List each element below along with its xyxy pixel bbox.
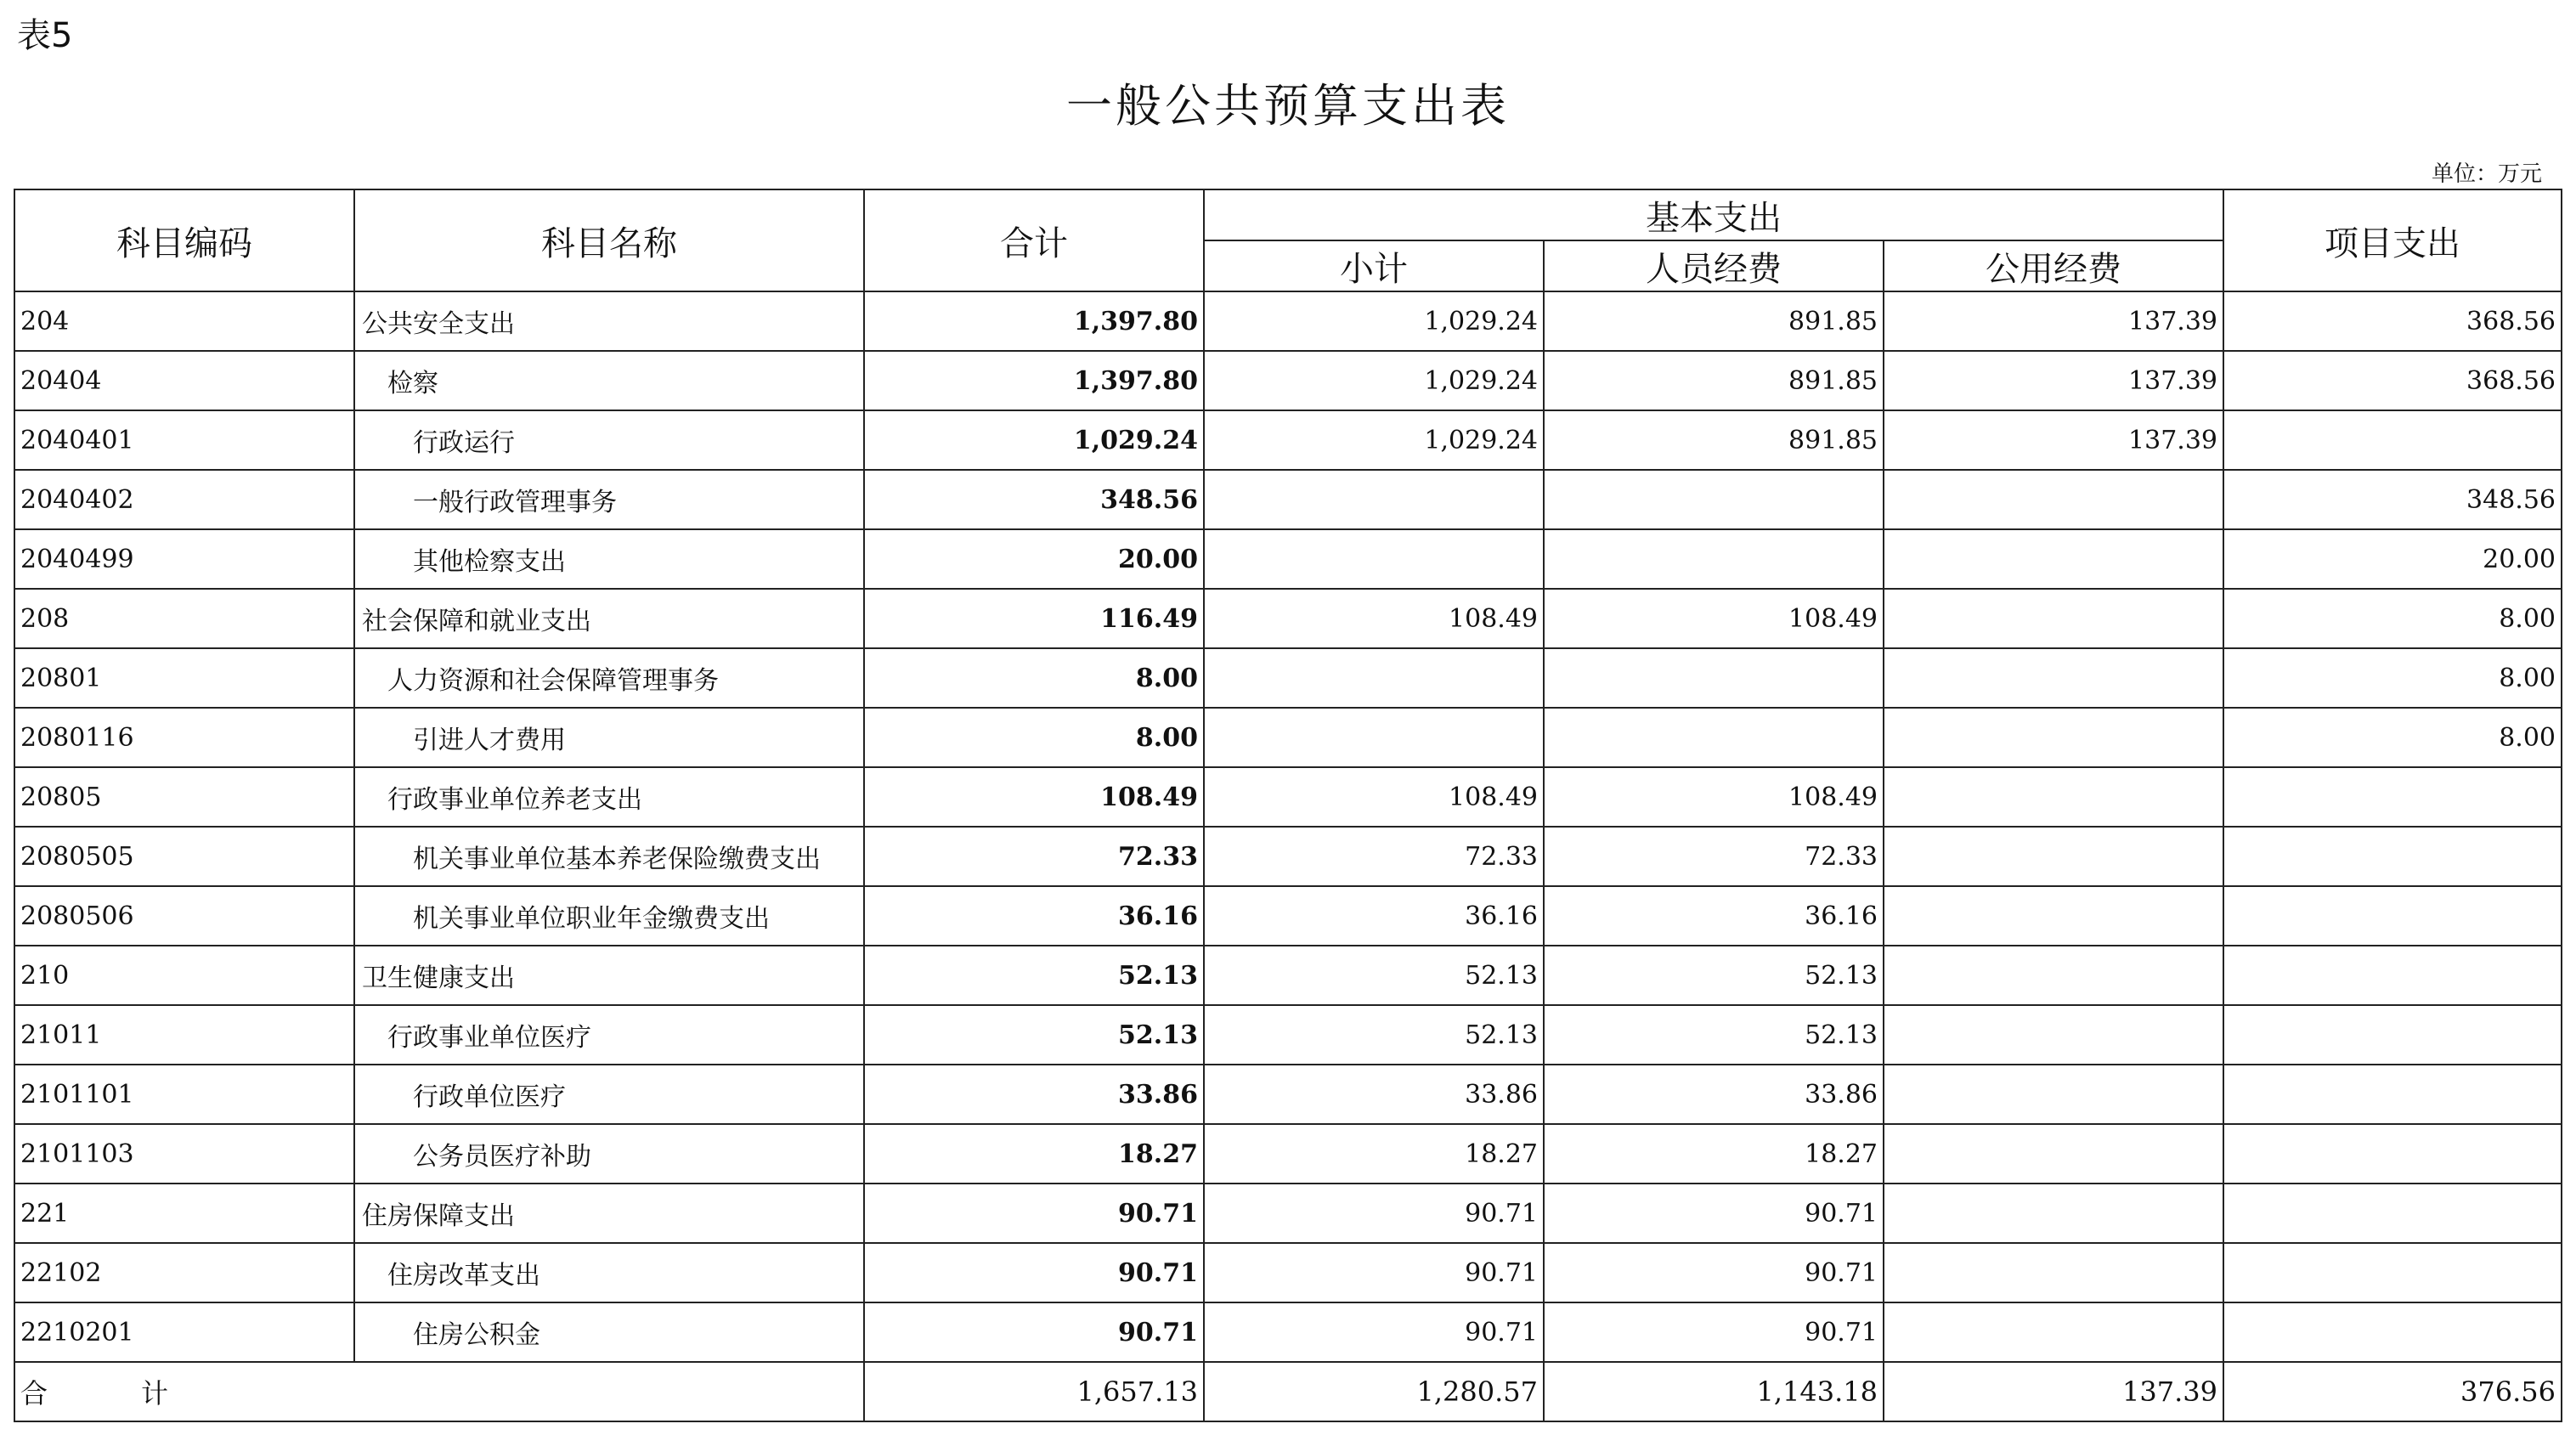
total-label-right: 计 [141, 1377, 169, 1410]
cell-public [1884, 589, 2223, 648]
cell-personnel: 1,143.18 [1544, 1362, 1884, 1421]
cell-project [2223, 886, 2562, 946]
cell-personnel: 891.85 [1544, 291, 1884, 351]
cell-name: 机关事业单位职业年金缴费支出 [354, 886, 864, 946]
cell-total: 8.00 [864, 648, 1204, 708]
total-row [14, 1362, 2562, 1421]
cell-subtotal: 90.71 [1204, 1243, 1544, 1302]
col-header-basic: 基本支出 [1204, 189, 2223, 240]
cell-code: 204 [14, 291, 354, 351]
cell-public [1884, 767, 2223, 827]
cell-subtotal: 1,029.24 [1204, 291, 1544, 351]
table-row [14, 351, 2562, 410]
cell-subtotal [1204, 470, 1544, 529]
cell-total: 72.33 [864, 827, 1204, 886]
cell-name: 卫生健康支出 [354, 946, 864, 1005]
cell-total: 1,657.13 [864, 1362, 1204, 1421]
cell-total: 33.86 [864, 1065, 1204, 1124]
cell-project [2223, 827, 2562, 886]
cell-personnel [1544, 529, 1884, 589]
table-row [14, 827, 2562, 886]
cell-subtotal: 1,280.57 [1204, 1362, 1544, 1421]
cell-code: 2080506 [14, 886, 354, 946]
cell-total: 90.71 [864, 1302, 1204, 1362]
cell-project [2223, 410, 2562, 470]
col-header-total: 合计 [864, 189, 1204, 291]
cell-project [2223, 1005, 2562, 1065]
cell-subtotal: 90.71 [1204, 1302, 1544, 1362]
table-row [14, 291, 2562, 351]
cell-personnel: 90.71 [1544, 1302, 1884, 1362]
cell-subtotal: 52.13 [1204, 1005, 1544, 1065]
cell-subtotal: 18.27 [1204, 1124, 1544, 1184]
cell-total: 1,397.80 [864, 351, 1204, 410]
table-row [14, 470, 2562, 529]
cell-subtotal [1204, 708, 1544, 767]
cell-project: 348.56 [2223, 470, 2562, 529]
cell-subtotal: 36.16 [1204, 886, 1544, 946]
cell-public [1884, 886, 2223, 946]
cell-public [1884, 1243, 2223, 1302]
cell-code: 2080505 [14, 827, 354, 886]
table-number: 表5 [17, 16, 73, 55]
header-row-1 [14, 189, 2562, 240]
cell-personnel: 33.86 [1544, 1065, 1884, 1124]
cell-code: 20404 [14, 351, 354, 410]
cell-total: 90.71 [864, 1243, 1204, 1302]
cell-personnel [1544, 648, 1884, 708]
cell-code: 221 [14, 1184, 354, 1243]
cell-name: 行政事业单位养老支出 [354, 767, 864, 827]
cell-total: 20.00 [864, 529, 1204, 589]
cell-project [2223, 1243, 2562, 1302]
cell-personnel: 52.13 [1544, 946, 1884, 1005]
cell-total: 18.27 [864, 1124, 1204, 1184]
cell-personnel: 891.85 [1544, 410, 1884, 470]
cell-code: 2040499 [14, 529, 354, 589]
cell-project: 8.00 [2223, 589, 2562, 648]
cell-code: 22102 [14, 1243, 354, 1302]
cell-code: 2210201 [14, 1302, 354, 1362]
table-row [14, 1065, 2562, 1124]
table-row [14, 589, 2562, 648]
cell-subtotal: 108.49 [1204, 767, 1544, 827]
cell-total: 116.49 [864, 589, 1204, 648]
cell-public [1884, 946, 2223, 1005]
cell-name: 公务员医疗补助 [354, 1124, 864, 1184]
table-row [14, 410, 2562, 470]
table-row [14, 1184, 2562, 1243]
cell-total: 52.13 [864, 1005, 1204, 1065]
table-row [14, 1005, 2562, 1065]
cell-project: 376.56 [2223, 1362, 2562, 1421]
cell-personnel: 36.16 [1544, 886, 1884, 946]
cell-total: 1,397.80 [864, 291, 1204, 351]
cell-code: 21011 [14, 1005, 354, 1065]
table-row [14, 1243, 2562, 1302]
cell-public [1884, 1302, 2223, 1362]
cell-personnel: 108.49 [1544, 589, 1884, 648]
page-title: 一般公共预算支出表 [1066, 79, 1510, 133]
cell-name: 住房公积金 [354, 1302, 864, 1362]
cell-subtotal [1204, 648, 1544, 708]
cell-personnel [1544, 708, 1884, 767]
cell-subtotal: 108.49 [1204, 589, 1544, 648]
unit-label: 单位：万元 [2431, 161, 2542, 187]
cell-code: 20805 [14, 767, 354, 827]
cell-name: 其他检察支出 [354, 529, 864, 589]
total-label-left: 合 [20, 1377, 48, 1410]
cell-project [2223, 1302, 2562, 1362]
cell-subtotal [1204, 529, 1544, 589]
table-row [14, 708, 2562, 767]
col-header-name: 科目名称 [354, 189, 864, 291]
cell-personnel: 18.27 [1544, 1124, 1884, 1184]
cell-public [1884, 827, 2223, 886]
cell-personnel: 90.71 [1544, 1184, 1884, 1243]
cell-project [2223, 767, 2562, 827]
cell-public [1884, 648, 2223, 708]
cell-personnel: 891.85 [1544, 351, 1884, 410]
cell-project [2223, 1184, 2562, 1243]
cell-total: 52.13 [864, 946, 1204, 1005]
cell-code: 2040402 [14, 470, 354, 529]
table-row [14, 529, 2562, 589]
cell-public: 137.39 [1884, 410, 2223, 470]
cell-total: 8.00 [864, 708, 1204, 767]
cell-public [1884, 1184, 2223, 1243]
cell-name: 引进人才费用 [354, 708, 864, 767]
cell-subtotal: 1,029.24 [1204, 351, 1544, 410]
cell-name: 行政运行 [354, 410, 864, 470]
col-header-personnel: 人员经费 [1544, 240, 1884, 291]
table-body [14, 291, 2562, 1421]
cell-subtotal: 33.86 [1204, 1065, 1544, 1124]
table-row [14, 1124, 2562, 1184]
cell-public [1884, 529, 2223, 589]
cell-public: 137.39 [1884, 351, 2223, 410]
cell-name: 检察 [354, 351, 864, 410]
cell-name: 行政事业单位医疗 [354, 1005, 864, 1065]
budget-table [14, 189, 2562, 1422]
cell-personnel: 72.33 [1544, 827, 1884, 886]
table-row [14, 767, 2562, 827]
cell-subtotal: 52.13 [1204, 946, 1544, 1005]
cell-project: 20.00 [2223, 529, 2562, 589]
cell-total: 36.16 [864, 886, 1204, 946]
cell-public [1884, 470, 2223, 529]
cell-name: 一般行政管理事务 [354, 470, 864, 529]
cell-name: 行政单位医疗 [354, 1065, 864, 1124]
cell-public [1884, 708, 2223, 767]
cell-name: 住房保障支出 [354, 1184, 864, 1243]
table-row [14, 946, 2562, 1005]
table-row [14, 886, 2562, 946]
cell-project: 8.00 [2223, 708, 2562, 767]
col-header-public: 公用经费 [1884, 240, 2223, 291]
cell-total: 90.71 [864, 1184, 1204, 1243]
cell-personnel: 90.71 [1544, 1243, 1884, 1302]
cell-public [1884, 1005, 2223, 1065]
cell-personnel: 108.49 [1544, 767, 1884, 827]
cell-code: 2040401 [14, 410, 354, 470]
table-row [14, 648, 2562, 708]
cell-subtotal: 90.71 [1204, 1184, 1544, 1243]
cell-subtotal: 1,029.24 [1204, 410, 1544, 470]
cell-name: 公共安全支出 [354, 291, 864, 351]
cell-name: 机关事业单位基本养老保险缴费支出 [354, 827, 864, 886]
col-header-subtotal: 小计 [1204, 240, 1544, 291]
cell-total: 1,029.24 [864, 410, 1204, 470]
cell-subtotal: 72.33 [1204, 827, 1544, 886]
col-header-code: 科目编码 [14, 189, 354, 291]
cell-total: 108.49 [864, 767, 1204, 827]
cell-name: 住房改革支出 [354, 1243, 864, 1302]
col-header-project: 项目支出 [2223, 189, 2562, 291]
cell-name: 社会保障和就业支出 [354, 589, 864, 648]
cell-code: 2101103 [14, 1124, 354, 1184]
cell-code: 20801 [14, 648, 354, 708]
cell-project: 8.00 [2223, 648, 2562, 708]
cell-project: 368.56 [2223, 351, 2562, 410]
cell-personnel [1544, 470, 1884, 529]
cell-name: 人力资源和社会保障管理事务 [354, 648, 864, 708]
total-label [14, 1362, 864, 1421]
cell-total: 348.56 [864, 470, 1204, 529]
cell-project [2223, 1124, 2562, 1184]
cell-personnel: 52.13 [1544, 1005, 1884, 1065]
cell-code: 210 [14, 946, 354, 1005]
table-row [14, 1302, 2562, 1362]
cell-public: 137.39 [1884, 291, 2223, 351]
cell-public [1884, 1065, 2223, 1124]
cell-project [2223, 1065, 2562, 1124]
cell-public: 137.39 [1884, 1362, 2223, 1421]
cell-project [2223, 946, 2562, 1005]
cell-public [1884, 1124, 2223, 1184]
cell-code: 2080116 [14, 708, 354, 767]
cell-code: 208 [14, 589, 354, 648]
cell-code: 2101101 [14, 1065, 354, 1124]
cell-project: 368.56 [2223, 291, 2562, 351]
